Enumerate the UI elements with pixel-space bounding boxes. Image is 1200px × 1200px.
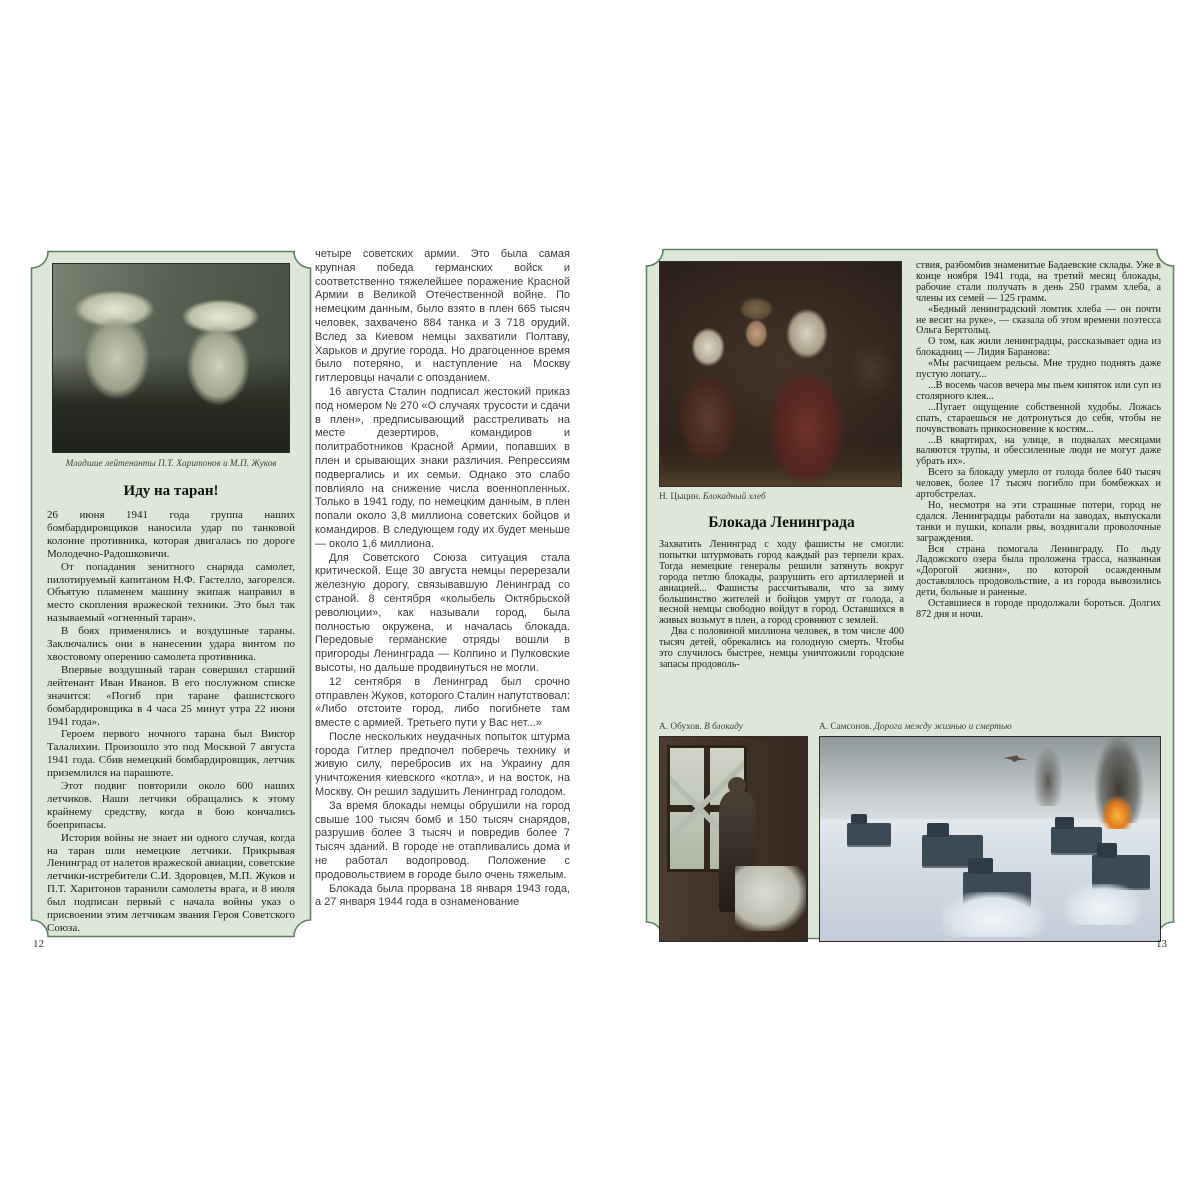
smoke-column bbox=[1031, 745, 1065, 806]
airplane-silhouette bbox=[1004, 755, 1028, 762]
article-paragraph: Вся страна помогала Ленинграду. По льду Ладожского озера была проложена трасса, названная «Дорогой жизни», по которой осажденным доставлялось продовольствие, а из города вывозились дети, больные и раненые. bbox=[916, 543, 1161, 599]
article-paragraph: О том, как жили ленинградцы, рассказывает одна из блокадниц — Лидия Баранова: bbox=[916, 336, 1161, 359]
painting-v-blokadu bbox=[659, 736, 808, 942]
right-column-2 bbox=[916, 261, 1161, 713]
right-page bbox=[645, 245, 1175, 977]
page-number-right: 13 bbox=[1156, 938, 1167, 950]
pilots-photo-caption: Младшие лейтенанты П.Т. Харитонов и М.П. Жуков bbox=[65, 459, 277, 469]
sidebar-paragraph: Впервые воздушный таран совершил старший лейтенант Иван Иванов. В его послужном списке значится: «Погиб при таране фашистского бомбардировщика в 4 часа 25 минут утра 22 июня 1941 года». bbox=[47, 663, 295, 728]
sidebar-paragraph: От попадания зенитного снаряда самолет, пилотируемый капитаном Н.Ф. Гастелло, загорелся. Объятую пламенем машину экипаж направил в место скопления вражеской техники. Это был так называемый «огненный таран». bbox=[47, 560, 295, 625]
painting-caption-title: Дорога между жизнью и смертью bbox=[874, 722, 1012, 732]
main-article-column bbox=[315, 248, 570, 940]
article-paragraph: ...В восемь часов вечера мы пьем кипяток или суп из столярного клея... bbox=[916, 379, 1161, 402]
blockade-heading: Блокада Ленинграда bbox=[708, 514, 855, 531]
pilots-photo bbox=[52, 263, 290, 453]
article-paragraph: За время блокады немцы обрушили на город свыше 100 тысяч бомб и 150 тысяч снарядов, разрушив более 3 тысяч и повредив более 7 тысяч зданий. В городе не отапливались дома и не работал водопровод. Положение с продовольствием в городе было очень тяжелым. bbox=[315, 799, 570, 881]
right-page-content bbox=[659, 261, 1161, 942]
ice-splash bbox=[942, 892, 1044, 937]
painting-road-of-life bbox=[819, 736, 1161, 942]
painting-road-caption bbox=[819, 722, 1161, 733]
article-paragraph: Оставшиеся в городе продолжали бороться. Долгих 872 дня и ночи. bbox=[916, 598, 1161, 620]
article-paragraph: Всего за блокаду умерло от голода более 640 тысяч человек, более 17 тысяч погибло при бомбежках и артобстрелах. bbox=[916, 467, 1161, 501]
bottom-captions bbox=[659, 717, 1161, 733]
ice-splash bbox=[1065, 884, 1140, 925]
right-columns bbox=[659, 261, 1161, 713]
sidebar-paragraph: Этот подвиг повторили около 600 наших летчиков. Наши летчики обращались к этому крайнему средству, когда в бою кончались боеприпасы. bbox=[47, 780, 295, 831]
truck bbox=[1051, 827, 1102, 854]
sidebar-heading: Иду на таран! bbox=[123, 483, 219, 499]
right-page-frame bbox=[645, 248, 1175, 940]
sidebar-paragraph: 26 июня 1941 года группа наших бомбардировщиков наносила удар по танковой колонне противника, которая двигалась по дороге Молодечно-Радошковичи. bbox=[47, 509, 295, 560]
article-paragraph: 16 августа Сталин подписал жестокий приказ под номером № 270 «О случаях трусости и сдачи в плен», предписывающий расстреливать на месте дезертиров, командиров и политработников Красной Армии, попавших в плен и срывающих знаки различия. Репрессиям подвергались и их семьи. Однако это слабо повлияло на снижение числа военнопленных. Только в 1941 году, по немецким данным, в плен попали около 3,8 миллиона советских бойцов и командиров. В следующем году их будет меньше — около 1,6 миллиона. bbox=[315, 385, 570, 550]
painting-caption-author: А. Обухов. bbox=[659, 722, 702, 732]
article-paragraph: «Бедный ленинградский ломтик хлеба — он почти не весит на руке», — сказала об этом времени поэтесса Ольга Берггольц. bbox=[916, 303, 1161, 337]
painting-caption-author: Н. Цыцин. bbox=[659, 492, 701, 502]
painting-caption-title: В блокаду bbox=[704, 722, 743, 732]
right-column-1 bbox=[659, 261, 904, 713]
article-paragraph: ...В квартирах, на улице, в подвалах месяцами валяются трупы, и обессиленные люди не могут даже убрать их». bbox=[916, 434, 1161, 468]
painting-caption-title: Блокадный хлеб bbox=[702, 492, 766, 502]
burning-truck-fire bbox=[1102, 796, 1133, 829]
article-paragraph: Для Советского Союза ситуация стала критической. Еще 30 августа немцы перерезали железную дорогу, связывавшую Ленинград со страной. 8 сентября «колыбель Октябрьской революции», как называли город, была полностью окружена, и началась блокада. Передовые германские отряды вошли в пригороды Ленинграда — Колпино и Пулковские высоты, но дальше продвинуться не могли. bbox=[315, 551, 570, 674]
page-number-left: 12 bbox=[33, 938, 44, 950]
painting-caption-author: А. Самсонов. bbox=[819, 722, 872, 732]
article-paragraph: четыре советских армии. Это была самая крупная победа германских войск и соответственно тяжелейшее поражение Красной Армии в Великой Отечественной войне. По немецким данным, было взято в плен 665 тысяч человек, захвачено 884 танка и 3 718 орудий. Вслед за Киевом немцы захватили Полтаву, Харьков и другие города. Но драгоценное время было потеряно, и наступление на Москву гитлеровцы начали с опозданием. bbox=[315, 248, 570, 385]
article-paragraph: Захватить Ленинград с ходу фашисты не смогли: попытки штурмовать город каждый раз терпели крах. Тогда немецкие генералы решили затянуть вокруг города петлю блокады, разрушить его артиллерией и авиацией... Фашисты рассчитывали, что за зиму большинство жителей и бойцов умрут от голода, а весной немцы свободно войдут в город. Оставшихся в живых возьмут в плен, а город сровняют с землей. bbox=[659, 539, 904, 627]
article-paragraph: ...Пугает ощущение собственной худобы. Ложась спать, стараешься не дотронуться до себя, чтобы не почувствовать прикосновение к костям... bbox=[916, 401, 1161, 435]
article-paragraph: «Мы расчищаем рельсы. Мне трудно поднять даже пустую лопату... bbox=[916, 358, 1161, 381]
article-paragraph: Два с половиной миллиона человек, в том числе 400 тысяч детей, обрекались на голодную смерть. Чтобы это случилось быстрее, немцы уничтожили городские запасы продоволь- bbox=[659, 626, 904, 670]
painting-blockade-caption bbox=[659, 722, 819, 733]
article-paragraph: После нескольких неудачных попыток штурма города Гитлер предпочел поберечь технику и живую силу, перебросив их на Украину для уничтожения киевского «котла», и на восток, на Москву. Он решил задушить Ленинград голодом. bbox=[315, 730, 570, 799]
sidebar-paragraph: Героем первого ночного тарана был Виктор Талалихин. Произошло это под Москвой 7 августа 1941 года. Сбив немецкий бомбардировщик, летчик приземлился на парашюте. bbox=[47, 728, 295, 780]
sidebar-article bbox=[47, 509, 295, 935]
article-paragraph: ствия, разбомбив знаменитые Бадаевские склады. Уже в конце ноября 1941 года, на третий месяц блокады, рабочие стали получать в день 250 грамм хлеба, а члены их семей — 125 грамм. bbox=[916, 261, 1161, 304]
sidebar-content bbox=[47, 263, 295, 935]
article-paragraph: Но, несмотря на эти страшные потери, город не сдался. Ленинградцы работали на заводах, выпускали танки и пушки, копали рвы, воздвигали проволочные заграждения. bbox=[916, 499, 1161, 544]
sidebar-paragraph: История войны не знает ни одного случая, когда на таран шли немецкие летчики. Прикрывая Ленинград от налетов вражеской авиации, советские летчики-истребители С.И. Здоровцев, М.П. Жуков и П.Т. Харитонов таранили самолеты врага, и 8 июля был подписан первый с начала войны указ о присвоении этим летчикам звания Героя Советского Союза. bbox=[47, 831, 295, 934]
article-paragraph: Блокада была прорвана 18 января 1943 года, а 27 января 1944 года в ознаменование bbox=[315, 882, 570, 909]
painting-bread-caption bbox=[659, 492, 904, 503]
painting-blockade-bread bbox=[659, 261, 902, 487]
truck bbox=[847, 823, 891, 845]
blockade-article-col1 bbox=[659, 540, 904, 671]
left-page bbox=[30, 245, 570, 977]
bed bbox=[735, 866, 806, 931]
sidebar-paragraph: В боях применялись и воздушные тараны. Заключались они в нанесении удара винтом по хвостовому оперению самолета противника. bbox=[47, 625, 295, 663]
sidebar-frame bbox=[30, 250, 312, 938]
article-paragraph: 12 сентября в Ленинград был срочно отправлен Жуков, которого Сталин напутствовал: «Либо отстоите город, либо погибнете там вместе с армией. Третьего пути у Вас нет...» bbox=[315, 675, 570, 730]
bottom-paintings-row bbox=[659, 736, 1161, 942]
